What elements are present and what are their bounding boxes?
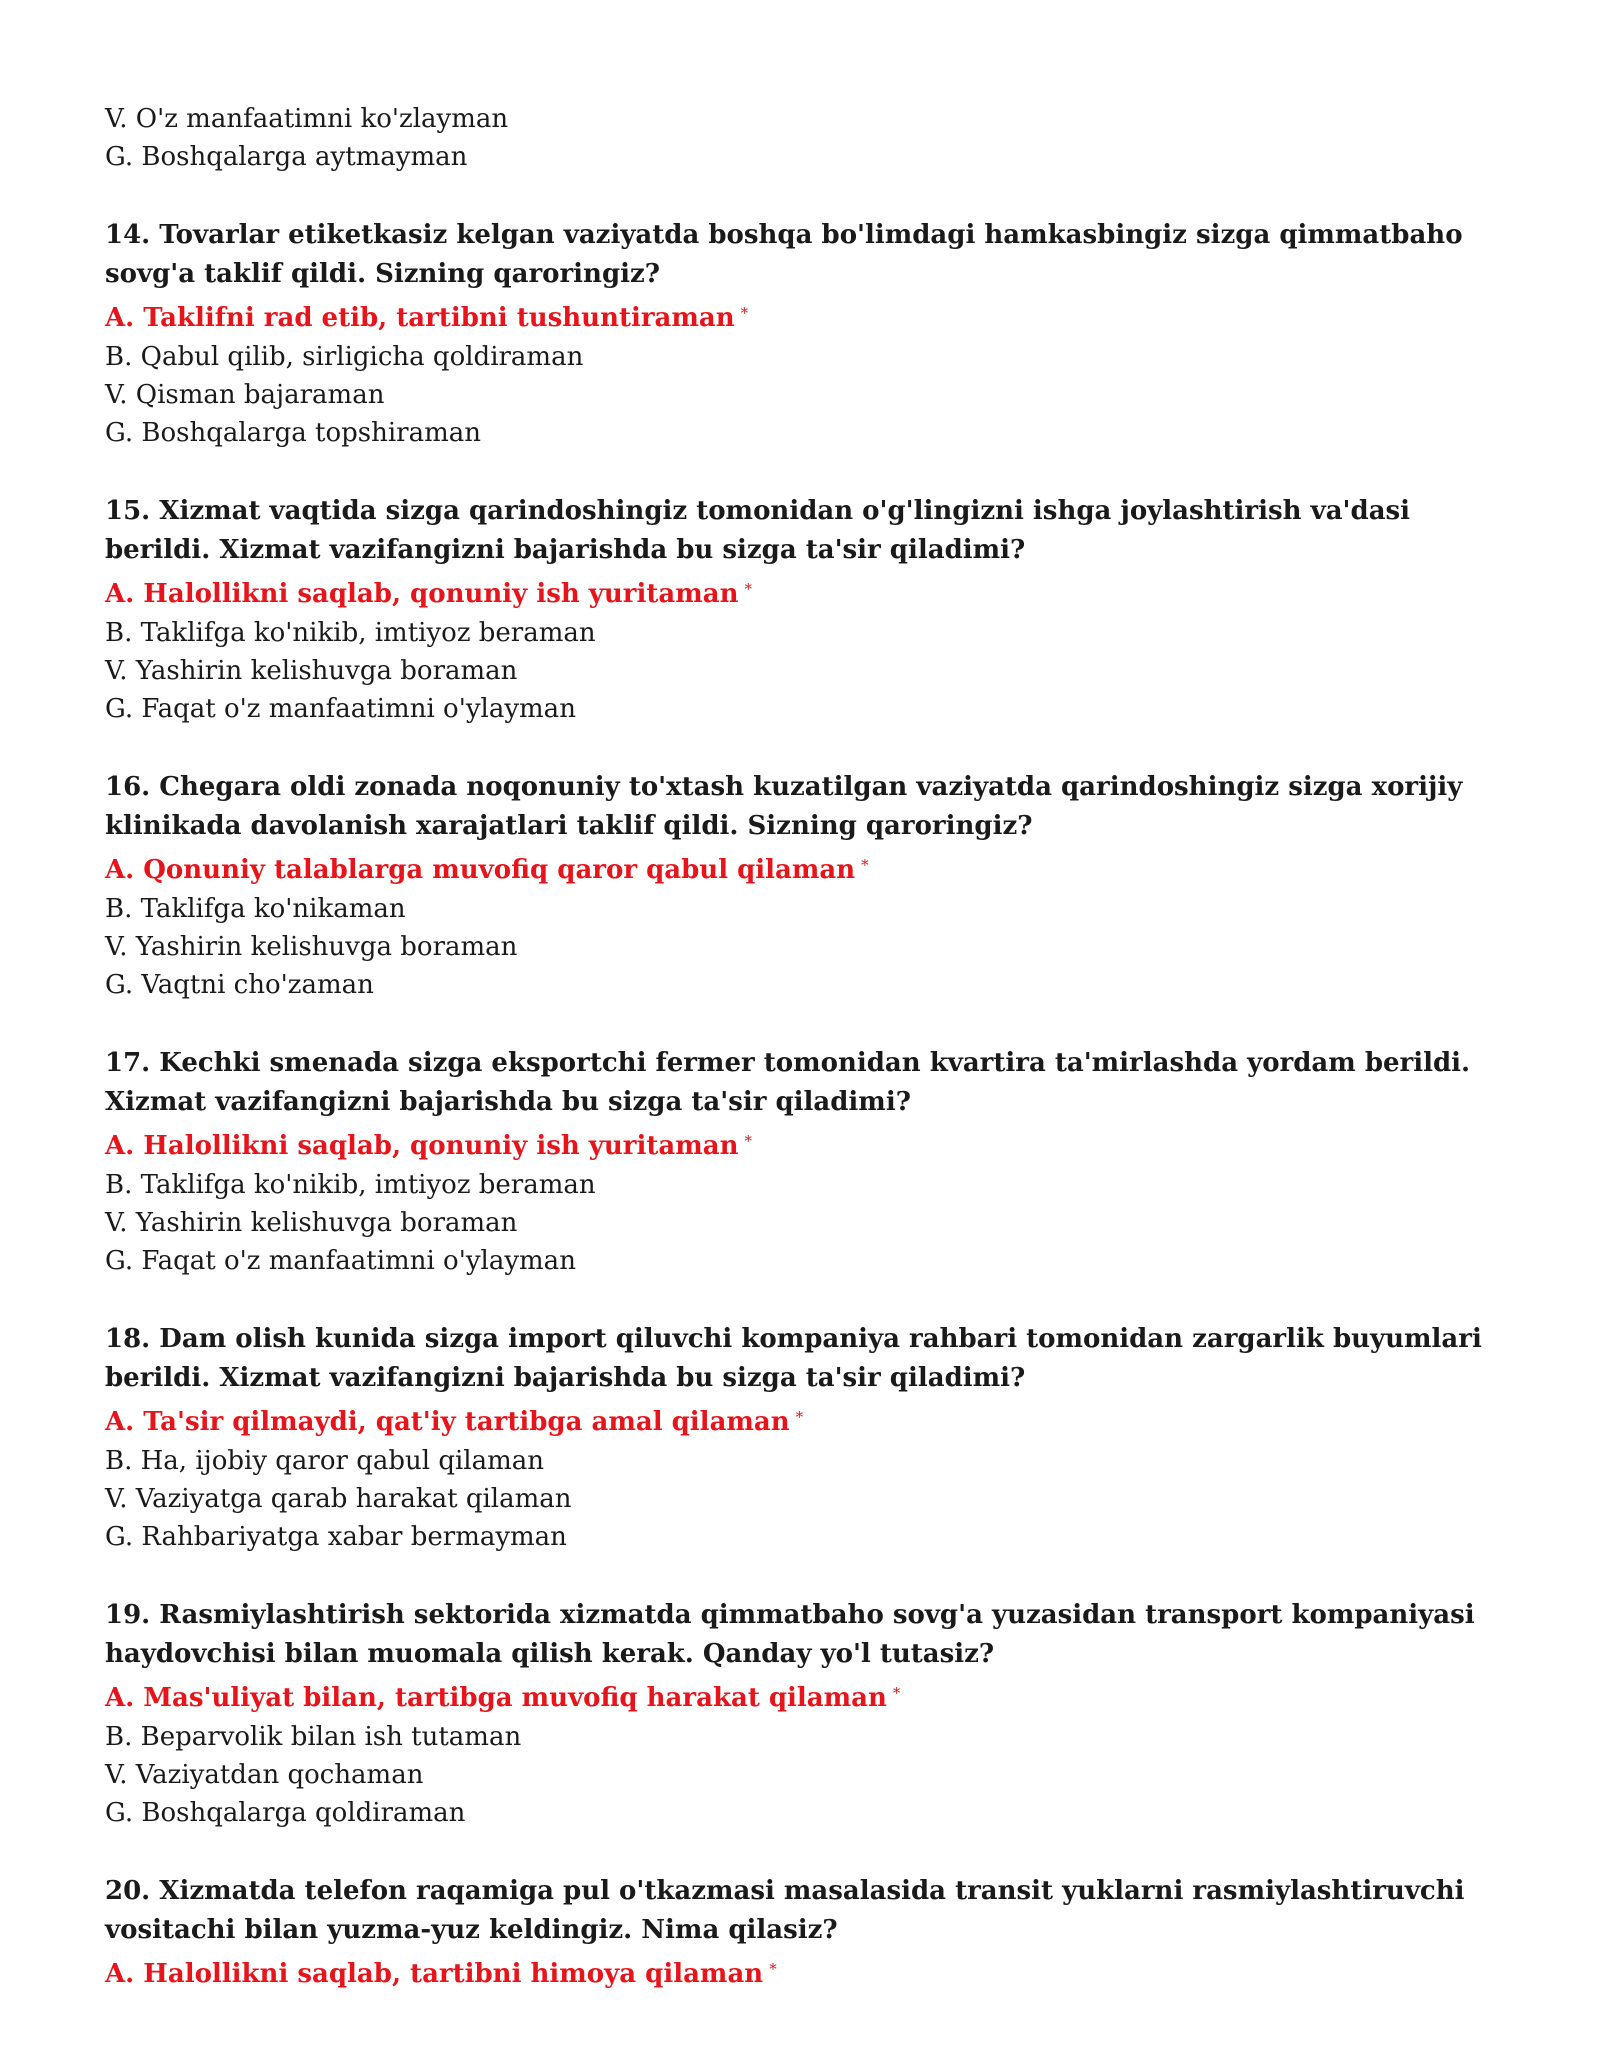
question-block bbox=[105, 216, 1505, 452]
option-item: B. Qabul qilib, sirligicha qoldiraman bbox=[105, 342, 584, 372]
option-item: V. Yashirin kelishuvga boraman bbox=[105, 1208, 518, 1238]
correct-answer bbox=[105, 1673, 1505, 1718]
question-number: 16. bbox=[105, 772, 151, 802]
document-page bbox=[105, 100, 1505, 1994]
correct-answer-text: A. Halollikni saqlab, qonuniy ish yuritaman bbox=[105, 1131, 739, 1161]
correct-marker: * bbox=[744, 1132, 752, 1150]
question-number: 15. bbox=[105, 496, 151, 526]
question-block bbox=[105, 1596, 1505, 1832]
question-block bbox=[105, 1872, 1505, 1994]
option-item: V. Yashirin kelishuvga boraman bbox=[105, 932, 518, 962]
correct-marker: * bbox=[769, 1960, 777, 1978]
question-body: Tovarlar etiketkasiz kelgan vaziyatda boshqa bo'limdagi hamkasbingiz sizga qimmatbaho sovg'a taklif qildi. Sizning qaroringiz? bbox=[105, 220, 1463, 289]
question-text bbox=[105, 1320, 1505, 1397]
correct-marker: * bbox=[740, 304, 749, 322]
correct-answer-text: A. Ta'sir qilmaydi, qat'iy tartibga amal qilaman bbox=[105, 1407, 790, 1437]
question-number: 14. bbox=[105, 220, 151, 250]
question-body: Xizmat vaqtida sizga qarindoshingiz tomonidan o'g'lingizni ishga joylashtirish va'dasi berildi. Xizmat vazifangizni bajarishda bu sizga ta'sir qiladimi? bbox=[105, 496, 1411, 565]
option-item: G. Boshqalarga qoldiraman bbox=[105, 1798, 466, 1828]
option-item: G. Boshqalarga aytmayman bbox=[105, 142, 468, 172]
option-item: G. Boshqalarga topshiraman bbox=[105, 418, 481, 448]
question-text bbox=[105, 768, 1505, 845]
correct-marker: * bbox=[744, 580, 752, 598]
question-body: Xizmatda telefon raqamiga pul o'tkazmasi masalasida transit yuklarni rasmiylashtiruvchi vositachi bilan yuzma-yuz keldingiz. Nima qilasiz? bbox=[105, 1876, 1465, 1945]
question-text bbox=[105, 492, 1505, 569]
question-text bbox=[105, 1872, 1505, 1949]
option-item: B. Beparvolik bilan ish tutaman bbox=[105, 1722, 522, 1752]
correct-answer-text: A. Halollikni saqlab, tartibni himoya qilaman bbox=[105, 1959, 764, 1989]
option-item: V. O'z manfaatimni ko'zlayman bbox=[105, 104, 509, 134]
correct-answer bbox=[105, 293, 1505, 338]
correct-answer bbox=[105, 1949, 1505, 1994]
option-item: V. Vaziyatga qarab harakat qilaman bbox=[105, 1484, 572, 1514]
correct-marker: * bbox=[861, 856, 869, 874]
leading-options bbox=[105, 100, 1505, 176]
correct-marker: * bbox=[892, 1684, 901, 1702]
question-body: Rasmiylashtirish sektorida xizmatda qimmatbaho sovg'a yuzasidan transport kompaniyasi haydovchisi bilan muomala qilish kerak. Qanday yo'l tutasiz? bbox=[105, 1600, 1475, 1669]
question-text bbox=[105, 216, 1505, 293]
option-item: V. Yashirin kelishuvga boraman bbox=[105, 656, 518, 686]
option-item: G. Rahbariyatga xabar bermayman bbox=[105, 1522, 567, 1552]
option-item: B. Ha, ijobiy qaror qabul qilaman bbox=[105, 1446, 544, 1476]
question-block bbox=[105, 1044, 1505, 1280]
correct-answer-text: A. Qonuniy talablarga muvofiq qaror qabul qilaman bbox=[105, 855, 856, 885]
question-number: 19. bbox=[105, 1600, 151, 1630]
option-item: G. Faqat o'z manfaatimni o'ylayman bbox=[105, 1246, 576, 1276]
correct-marker: * bbox=[795, 1408, 804, 1426]
question-body: Kechki smenada sizga eksportchi fermer tomonidan kvartira ta'mirlashda yordam berildi. Xizmat vazifangizni bajarishda bu sizga ta'sir qiladimi? bbox=[105, 1048, 1471, 1117]
correct-answer bbox=[105, 569, 1505, 614]
option-item: B. Taklifga ko'nikib, imtiyoz beraman bbox=[105, 618, 596, 648]
correct-answer-text: A. Halollikni saqlab, qonuniy ish yuritaman bbox=[105, 579, 739, 609]
question-body: Chegara oldi zonada noqonuniy to'xtash kuzatilgan vaziyatda qarindoshingiz sizga xorijiy klinikada davolanish xarajatlari taklif qildi. Sizning qaroringiz? bbox=[105, 772, 1463, 841]
correct-answer bbox=[105, 845, 1505, 890]
correct-answer-text: A. Mas'uliyat bilan, tartibga muvofiq harakat qilaman bbox=[105, 1683, 887, 1713]
correct-answer bbox=[105, 1121, 1505, 1166]
correct-answer-text: A. Taklifni rad etib, tartibni tushuntiraman bbox=[105, 303, 735, 333]
question-block bbox=[105, 768, 1505, 1004]
question-block bbox=[105, 492, 1505, 728]
question-number: 17. bbox=[105, 1048, 151, 1078]
option-item: G. Vaqtni cho'zaman bbox=[105, 970, 374, 1000]
option-item: B. Taklifga ko'nikaman bbox=[105, 894, 406, 924]
option-item: G. Faqat o'z manfaatimni o'ylayman bbox=[105, 694, 576, 724]
question-number: 20. bbox=[105, 1876, 151, 1906]
option-item: V. Qisman bajaraman bbox=[105, 380, 385, 410]
question-number: 18. bbox=[105, 1324, 151, 1354]
question-text bbox=[105, 1596, 1505, 1673]
option-item: V. Vaziyatdan qochaman bbox=[105, 1760, 424, 1790]
question-block bbox=[105, 1320, 1505, 1556]
correct-answer bbox=[105, 1397, 1505, 1442]
option-item: B. Taklifga ko'nikib, imtiyoz beraman bbox=[105, 1170, 596, 1200]
question-body: Dam olish kunida sizga import qiluvchi kompaniya rahbari tomonidan zargarlik buyumlari berildi. Xizmat vazifangizni bajarishda bu sizga ta'sir qiladimi? bbox=[105, 1324, 1482, 1393]
question-text bbox=[105, 1044, 1505, 1121]
